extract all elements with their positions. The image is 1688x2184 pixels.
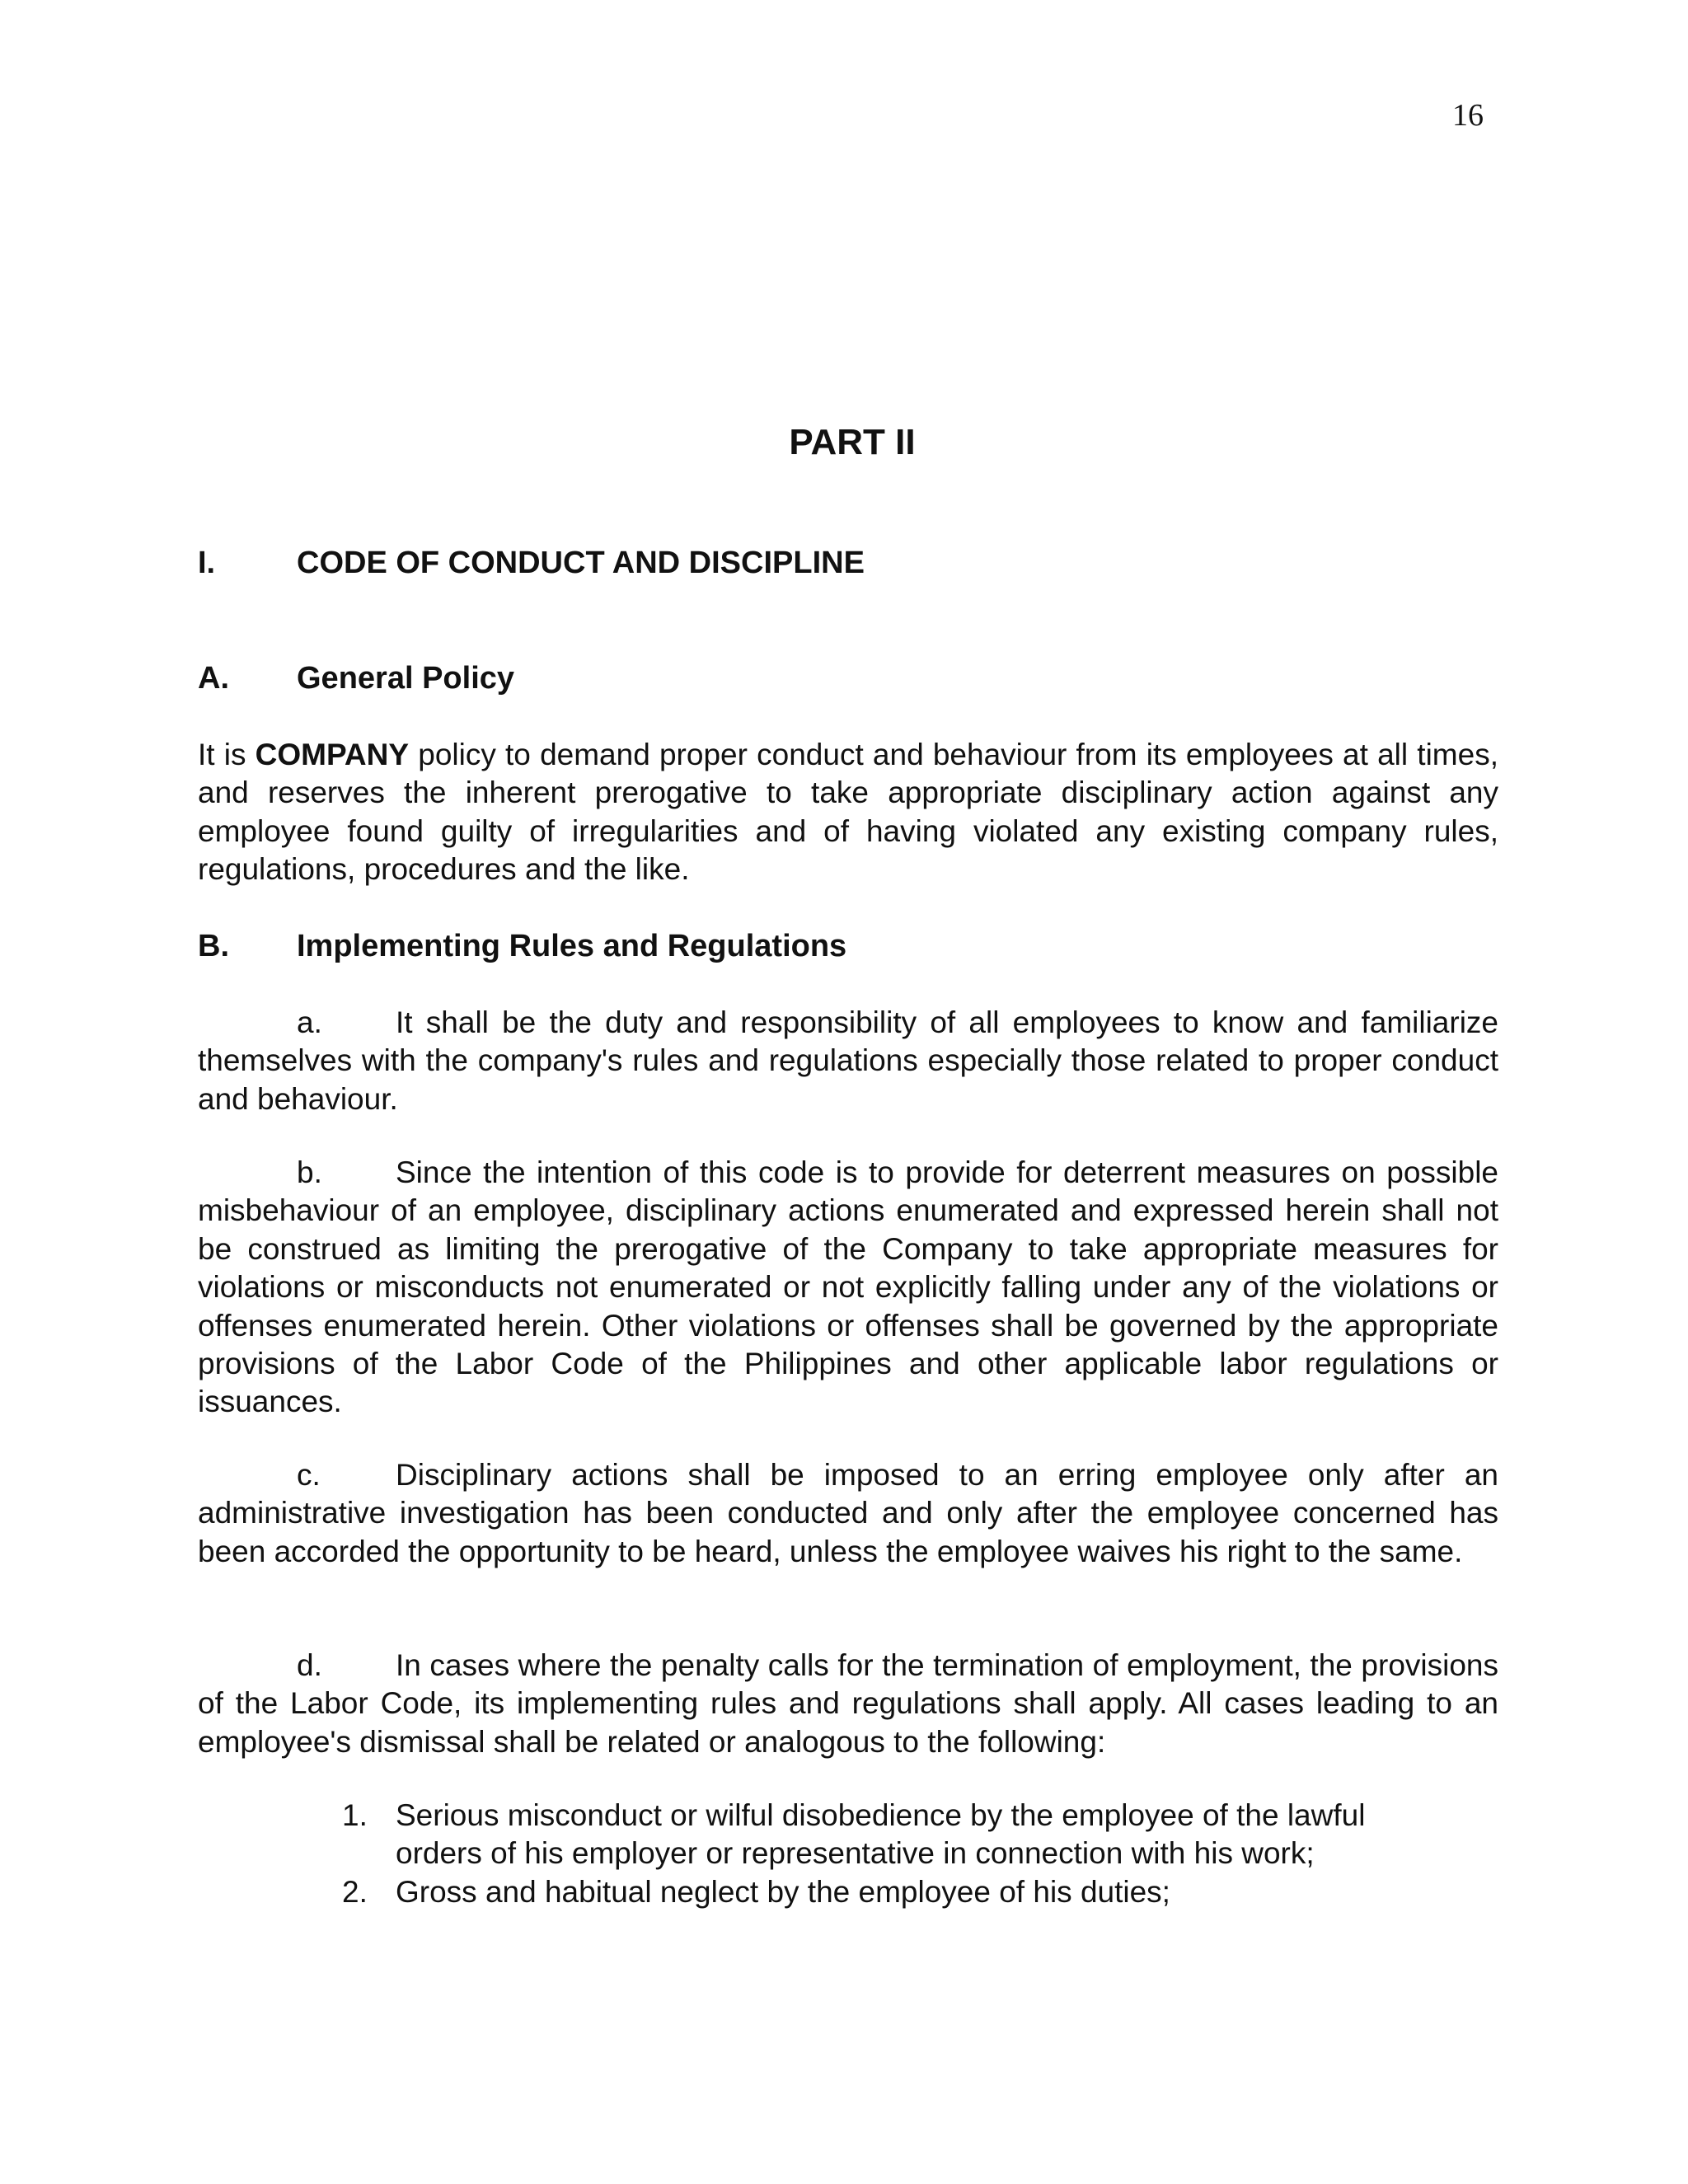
list-item (297, 1797, 1434, 1873)
rule-text: Disciplinary actions shall be imposed to an erring employee only after an administrative investigation has been conducted and only after the employee concerned has been accorded the opportunity to be heard, unless the employee waives his right to the same. (198, 1458, 1498, 1568)
rule-text: In cases where the penalty calls for the termination of employment, the provisions of the Labor Code, its implementing rules and regulations shall apply. All cases leading to an employee's dismissal shall be related or analogous to the following: (198, 1648, 1498, 1759)
rule-label: b. (297, 1155, 322, 1189)
general-policy-text-after: policy to demand proper conduct and behaviour from its employees at all times, and reserves the inherent prerogative to take appropriate disciplinary action against any employee found guilty of irregularities and of having violated any existing company rules, regulations, procedures and the like. (198, 738, 1498, 887)
list-text: Gross and habitual neglect by the employee of his duties; (396, 1874, 1170, 1909)
section-number: I. (198, 546, 216, 580)
part-title: PART II (789, 422, 916, 462)
rule-label: d. (297, 1648, 322, 1682)
rule-text: Since the intention of this code is to provide for deterrent measures on possible misbehaviour of an employee, disciplinary actions enumerated and expressed herein shall not be construed as limiting the prerogative of the Company to take appropriate measures for violations or misconducts not enumerated or not explicitly falling under any of the violations or offenses enumerated herein. Other violations or offenses shall be governed by the appropriate provisions of the Labor Code of the Philippines and other applicable labor regulations or issuances. (198, 1155, 1498, 1419)
dismissal-grounds-list (297, 1797, 1434, 1911)
list-number: 1. (342, 1798, 368, 1832)
rule-text: It shall be the duty and responsibility of all employees to know and familiarize themselves with the company's rules and regulations especially those related to proper conduct and behaviour. (198, 1005, 1498, 1116)
general-policy-text-before: It is (198, 738, 256, 771)
general-policy-paragraph (198, 736, 1498, 889)
general-policy-heading (198, 659, 514, 697)
company-name: COMPANY (255, 738, 410, 771)
rule-paragraph-a (198, 1004, 1498, 1118)
list-item (297, 1873, 1434, 1911)
page-number: 16 (1452, 98, 1484, 133)
rule-paragraph-b (198, 1154, 1498, 1422)
general-policy-title: General Policy (297, 661, 515, 696)
section-title: CODE OF CONDUCT AND DISCIPLINE (297, 546, 865, 580)
rule-label: a. (297, 1005, 322, 1039)
general-policy-letter: A. (198, 661, 229, 696)
rule-paragraph-c (198, 1456, 1498, 1571)
list-text: Serious misconduct or wilful disobedience by the employee of the lawful orders of his employer or representative in connection with his work; (396, 1798, 1366, 1871)
implementing-rules-letter: B. (198, 929, 229, 963)
implementing-rules-heading (198, 927, 846, 965)
rule-paragraph-d (198, 1647, 1498, 1761)
list-number: 2. (342, 1874, 368, 1909)
implementing-rules-title: Implementing Rules and Regulations (297, 929, 847, 963)
rule-label: c. (297, 1458, 321, 1492)
section-heading (198, 544, 865, 582)
